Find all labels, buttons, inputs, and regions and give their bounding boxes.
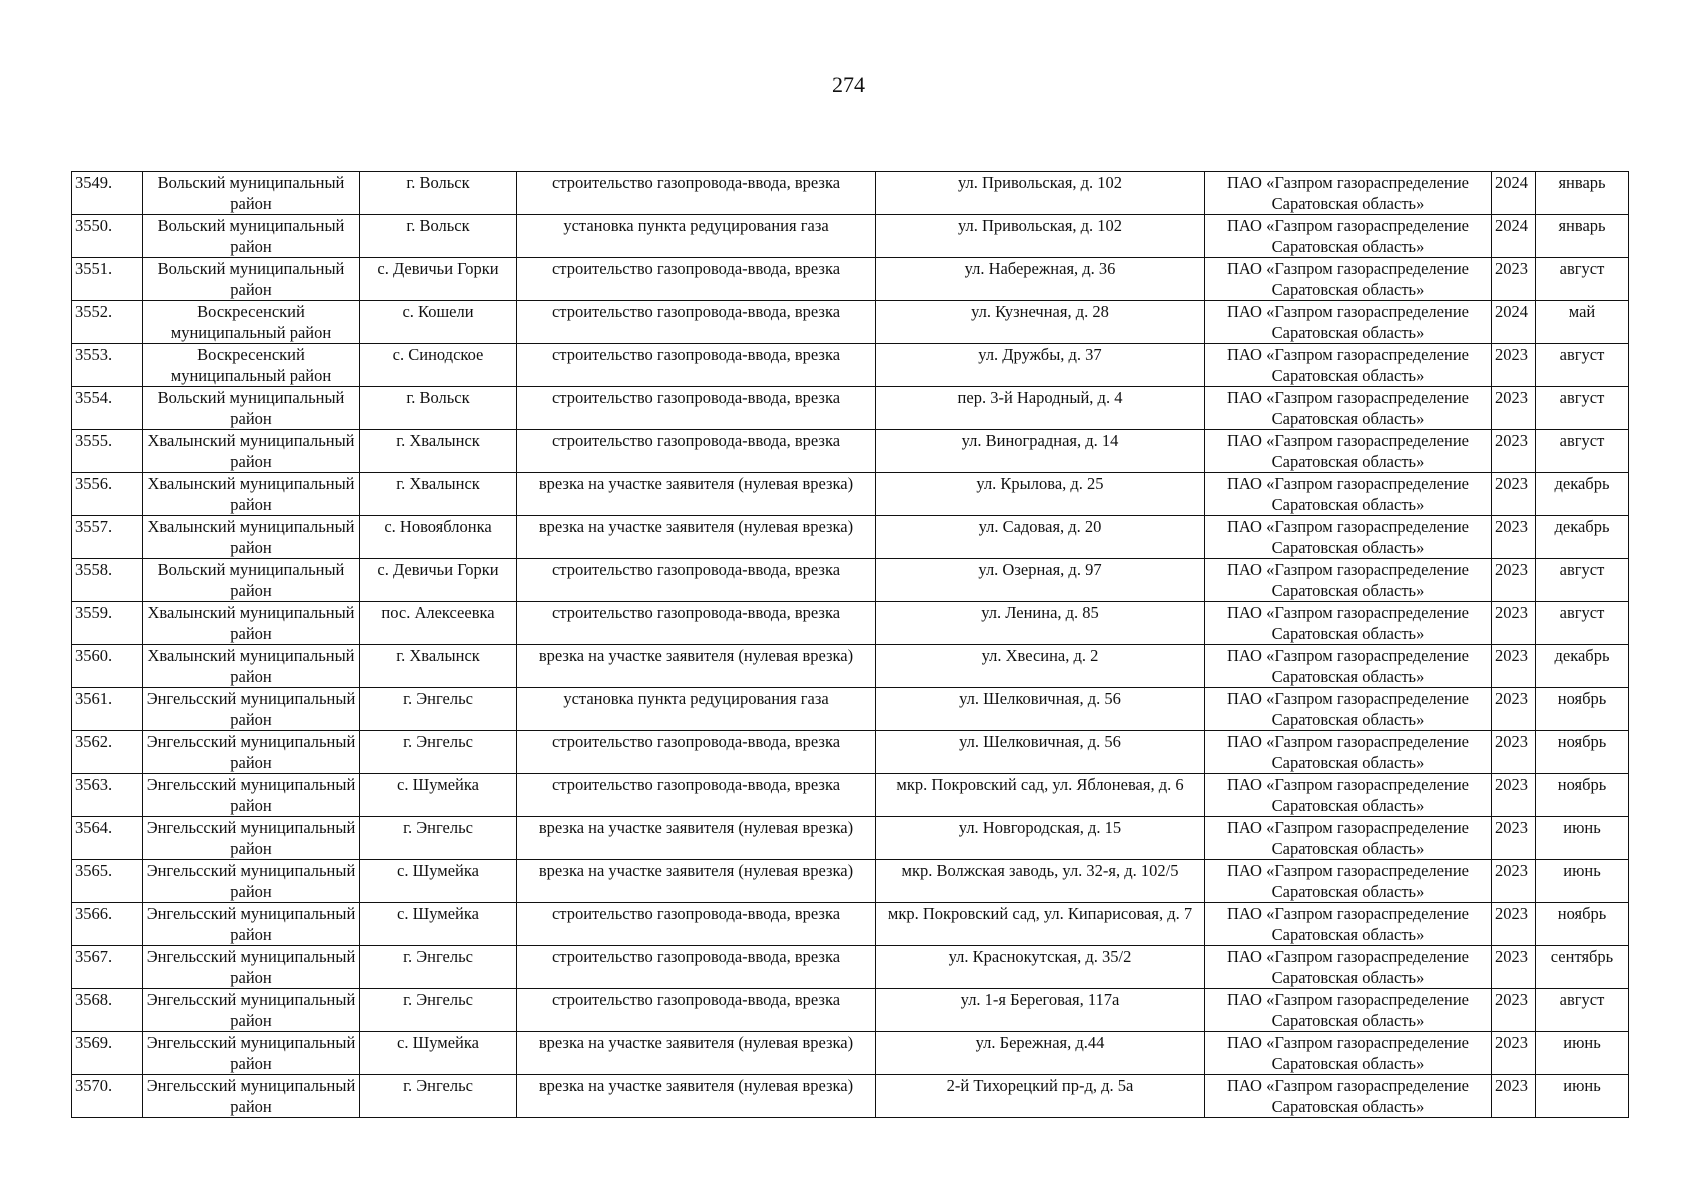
records-table [71, 171, 1629, 1118]
year-cell: 2024 [1492, 301, 1536, 344]
work-type-cell: строительство газопровода-ввода, врезка [517, 172, 876, 215]
district-cell: Энгельсский муниципальный район [143, 860, 360, 903]
month-cell: август [1536, 387, 1629, 430]
district-cell: Энгельсский муниципальный район [143, 1075, 360, 1118]
row-number: 3566. [72, 903, 143, 946]
address-cell: ул. Шелковичная, д. 56 [876, 731, 1205, 774]
year-cell: 2023 [1492, 860, 1536, 903]
month-cell: август [1536, 559, 1629, 602]
row-number: 3558. [72, 559, 143, 602]
address-cell: ул. 1-я Береговая, 117а [876, 989, 1205, 1032]
row-number: 3564. [72, 817, 143, 860]
row-number: 3557. [72, 516, 143, 559]
district-cell: Энгельсский муниципальный район [143, 1032, 360, 1075]
table-row [72, 1032, 1629, 1075]
row-number: 3567. [72, 946, 143, 989]
year-cell: 2023 [1492, 387, 1536, 430]
year-cell: 2023 [1492, 774, 1536, 817]
organization-cell: ПАО «Газпром газораспределение Саратовская область» [1205, 602, 1492, 645]
year-cell: 2023 [1492, 602, 1536, 645]
table-row [72, 731, 1629, 774]
year-cell: 2023 [1492, 688, 1536, 731]
row-number: 3565. [72, 860, 143, 903]
settlement-cell: с. Кошели [360, 301, 517, 344]
table-row [72, 645, 1629, 688]
table-row [72, 344, 1629, 387]
district-cell: Хвалынский муниципальный район [143, 430, 360, 473]
address-cell: ул. Садовая, д. 20 [876, 516, 1205, 559]
organization-cell: ПАО «Газпром газораспределение Саратовская область» [1205, 516, 1492, 559]
row-number: 3568. [72, 989, 143, 1032]
settlement-cell: г. Энгельс [360, 989, 517, 1032]
table-row [72, 559, 1629, 602]
year-cell: 2023 [1492, 989, 1536, 1032]
work-type-cell: врезка на участке заявителя (нулевая врезка) [517, 473, 876, 516]
row-number: 3560. [72, 645, 143, 688]
month-cell: июнь [1536, 860, 1629, 903]
address-cell: ул. Шелковичная, д. 56 [876, 688, 1205, 731]
row-number: 3550. [72, 215, 143, 258]
table-row [72, 688, 1629, 731]
organization-cell: ПАО «Газпром газораспределение Саратовская область» [1205, 473, 1492, 516]
row-number: 3559. [72, 602, 143, 645]
settlement-cell: г. Вольск [360, 387, 517, 430]
district-cell: Вольский муниципальный район [143, 559, 360, 602]
table-row [72, 473, 1629, 516]
settlement-cell: г. Хвалынск [360, 473, 517, 516]
table-row [72, 903, 1629, 946]
work-type-cell: установка пункта редуцирования газа [517, 688, 876, 731]
table-row [72, 516, 1629, 559]
work-type-cell: строительство газопровода-ввода, врезка [517, 559, 876, 602]
address-cell: ул. Привольская, д. 102 [876, 172, 1205, 215]
month-cell: ноябрь [1536, 903, 1629, 946]
address-cell: ул. Озерная, д. 97 [876, 559, 1205, 602]
address-cell: ул. Кузнечная, д. 28 [876, 301, 1205, 344]
address-cell: ул. Хвесина, д. 2 [876, 645, 1205, 688]
settlement-cell: г. Вольск [360, 172, 517, 215]
year-cell: 2023 [1492, 473, 1536, 516]
row-number: 3552. [72, 301, 143, 344]
district-cell: Энгельсский муниципальный район [143, 774, 360, 817]
address-cell: пер. 3-й Народный, д. 4 [876, 387, 1205, 430]
table-row [72, 989, 1629, 1032]
settlement-cell: с. Синодское [360, 344, 517, 387]
row-number: 3563. [72, 774, 143, 817]
year-cell: 2023 [1492, 344, 1536, 387]
organization-cell: ПАО «Газпром газораспределение Саратовская область» [1205, 387, 1492, 430]
table-row [72, 602, 1629, 645]
row-number: 3551. [72, 258, 143, 301]
table-row [72, 215, 1629, 258]
table-row [72, 172, 1629, 215]
district-cell: Хвалынский муниципальный район [143, 516, 360, 559]
district-cell: Вольский муниципальный район [143, 215, 360, 258]
address-cell: ул. Дружбы, д. 37 [876, 344, 1205, 387]
month-cell: август [1536, 344, 1629, 387]
settlement-cell: г. Энгельс [360, 688, 517, 731]
work-type-cell: строительство газопровода-ввода, врезка [517, 989, 876, 1032]
month-cell: июнь [1536, 1032, 1629, 1075]
district-cell: Хвалынский муниципальный район [143, 645, 360, 688]
district-cell: Хвалынский муниципальный район [143, 602, 360, 645]
month-cell: сентябрь [1536, 946, 1629, 989]
district-cell: Энгельсский муниципальный район [143, 946, 360, 989]
organization-cell: ПАО «Газпром газораспределение Саратовская область» [1205, 559, 1492, 602]
organization-cell: ПАО «Газпром газораспределение Саратовская область» [1205, 946, 1492, 989]
address-cell: мкр. Волжская заводь, ул. 32-я, д. 102/5 [876, 860, 1205, 903]
month-cell: декабрь [1536, 645, 1629, 688]
settlement-cell: г. Энгельс [360, 1075, 517, 1118]
organization-cell: ПАО «Газпром газораспределение Саратовская область» [1205, 1075, 1492, 1118]
organization-cell: ПАО «Газпром газораспределение Саратовская область» [1205, 215, 1492, 258]
work-type-cell: врезка на участке заявителя (нулевая врезка) [517, 1032, 876, 1075]
district-cell: Воскресенский муниципальный район [143, 301, 360, 344]
month-cell: август [1536, 430, 1629, 473]
work-type-cell: строительство газопровода-ввода, врезка [517, 387, 876, 430]
settlement-cell: г. Хвалынск [360, 645, 517, 688]
year-cell: 2023 [1492, 430, 1536, 473]
work-type-cell: строительство газопровода-ввода, врезка [517, 258, 876, 301]
row-number: 3556. [72, 473, 143, 516]
address-cell: мкр. Покровский сад, ул. Кипарисовая, д. 7 [876, 903, 1205, 946]
work-type-cell: строительство газопровода-ввода, врезка [517, 903, 876, 946]
address-cell: ул. Привольская, д. 102 [876, 215, 1205, 258]
organization-cell: ПАО «Газпром газораспределение Саратовская область» [1205, 645, 1492, 688]
work-type-cell: врезка на участке заявителя (нулевая врезка) [517, 1075, 876, 1118]
district-cell: Воскресенский муниципальный район [143, 344, 360, 387]
address-cell: ул. Бережная, д.44 [876, 1032, 1205, 1075]
district-cell: Вольский муниципальный район [143, 172, 360, 215]
address-cell: ул. Новгородская, д. 15 [876, 817, 1205, 860]
table-row [72, 774, 1629, 817]
district-cell: Энгельсский муниципальный район [143, 817, 360, 860]
table-row [72, 301, 1629, 344]
address-cell: 2-й Тихорецкий пр-д, д. 5а [876, 1075, 1205, 1118]
organization-cell: ПАО «Газпром газораспределение Саратовская область» [1205, 860, 1492, 903]
organization-cell: ПАО «Газпром газораспределение Саратовская область» [1205, 172, 1492, 215]
work-type-cell: врезка на участке заявителя (нулевая врезка) [517, 645, 876, 688]
district-cell: Энгельсский муниципальный район [143, 731, 360, 774]
district-cell: Энгельсский муниципальный район [143, 688, 360, 731]
work-type-cell: врезка на участке заявителя (нулевая врезка) [517, 860, 876, 903]
row-number: 3553. [72, 344, 143, 387]
year-cell: 2023 [1492, 645, 1536, 688]
table-row [72, 1075, 1629, 1118]
row-number: 3570. [72, 1075, 143, 1118]
table-row [72, 258, 1629, 301]
row-number: 3561. [72, 688, 143, 731]
work-type-cell: врезка на участке заявителя (нулевая врезка) [517, 516, 876, 559]
organization-cell: ПАО «Газпром газораспределение Саратовская область» [1205, 344, 1492, 387]
month-cell: январь [1536, 172, 1629, 215]
month-cell: май [1536, 301, 1629, 344]
work-type-cell: врезка на участке заявителя (нулевая врезка) [517, 817, 876, 860]
year-cell: 2023 [1492, 559, 1536, 602]
address-cell: ул. Ленина, д. 85 [876, 602, 1205, 645]
settlement-cell: пос. Алексеевка [360, 602, 517, 645]
settlement-cell: с. Шумейка [360, 860, 517, 903]
address-cell: ул. Краснокутская, д. 35/2 [876, 946, 1205, 989]
month-cell: январь [1536, 215, 1629, 258]
work-type-cell: строительство газопровода-ввода, врезка [517, 344, 876, 387]
address-cell: ул. Виноградная, д. 14 [876, 430, 1205, 473]
settlement-cell: г. Вольск [360, 215, 517, 258]
month-cell: июнь [1536, 1075, 1629, 1118]
organization-cell: ПАО «Газпром газораспределение Саратовская область» [1205, 1032, 1492, 1075]
settlement-cell: г. Энгельс [360, 946, 517, 989]
year-cell: 2023 [1492, 516, 1536, 559]
row-number: 3549. [72, 172, 143, 215]
work-type-cell: строительство газопровода-ввода, врезка [517, 946, 876, 989]
row-number: 3562. [72, 731, 143, 774]
table-row [72, 387, 1629, 430]
year-cell: 2023 [1492, 258, 1536, 301]
district-cell: Вольский муниципальный район [143, 258, 360, 301]
settlement-cell: с. Шумейка [360, 774, 517, 817]
organization-cell: ПАО «Газпром газораспределение Саратовская область» [1205, 989, 1492, 1032]
table-row [72, 860, 1629, 903]
year-cell: 2023 [1492, 731, 1536, 774]
month-cell: ноябрь [1536, 688, 1629, 731]
month-cell: август [1536, 602, 1629, 645]
page-number: 274 [832, 72, 865, 97]
work-type-cell: строительство газопровода-ввода, врезка [517, 301, 876, 344]
table-row [72, 946, 1629, 989]
organization-cell: ПАО «Газпром газораспределение Саратовская область» [1205, 258, 1492, 301]
month-cell: август [1536, 989, 1629, 1032]
year-cell: 2023 [1492, 946, 1536, 989]
settlement-cell: с. Шумейка [360, 903, 517, 946]
organization-cell: ПАО «Газпром газораспределение Саратовская область» [1205, 903, 1492, 946]
organization-cell: ПАО «Газпром газораспределение Саратовская область» [1205, 774, 1492, 817]
month-cell: ноябрь [1536, 731, 1629, 774]
work-type-cell: установка пункта редуцирования газа [517, 215, 876, 258]
month-cell: декабрь [1536, 473, 1629, 516]
month-cell: ноябрь [1536, 774, 1629, 817]
month-cell: июнь [1536, 817, 1629, 860]
year-cell: 2024 [1492, 215, 1536, 258]
district-cell: Энгельсский муниципальный район [143, 903, 360, 946]
work-type-cell: строительство газопровода-ввода, врезка [517, 430, 876, 473]
table-body [72, 172, 1629, 1118]
year-cell: 2023 [1492, 903, 1536, 946]
organization-cell: ПАО «Газпром газораспределение Саратовская область» [1205, 731, 1492, 774]
settlement-cell: с. Новояблонка [360, 516, 517, 559]
table-row [72, 817, 1629, 860]
district-cell: Энгельсский муниципальный район [143, 989, 360, 1032]
work-type-cell: строительство газопровода-ввода, врезка [517, 731, 876, 774]
year-cell: 2023 [1492, 1032, 1536, 1075]
organization-cell: ПАО «Газпром газораспределение Саратовская область» [1205, 817, 1492, 860]
month-cell: август [1536, 258, 1629, 301]
settlement-cell: г. Энгельс [360, 731, 517, 774]
row-number: 3569. [72, 1032, 143, 1075]
organization-cell: ПАО «Газпром газораспределение Саратовская область» [1205, 301, 1492, 344]
table-row [72, 430, 1629, 473]
settlement-cell: г. Хвалынск [360, 430, 517, 473]
address-cell: ул. Набережная, д. 36 [876, 258, 1205, 301]
month-cell: декабрь [1536, 516, 1629, 559]
settlement-cell: с. Девичьи Горки [360, 559, 517, 602]
year-cell: 2024 [1492, 172, 1536, 215]
year-cell: 2023 [1492, 1075, 1536, 1118]
row-number: 3554. [72, 387, 143, 430]
organization-cell: ПАО «Газпром газораспределение Саратовская область» [1205, 430, 1492, 473]
address-cell: мкр. Покровский сад, ул. Яблоневая, д. 6 [876, 774, 1205, 817]
organization-cell: ПАО «Газпром газораспределение Саратовская область» [1205, 688, 1492, 731]
settlement-cell: с. Шумейка [360, 1032, 517, 1075]
work-type-cell: строительство газопровода-ввода, врезка [517, 602, 876, 645]
settlement-cell: г. Энгельс [360, 817, 517, 860]
year-cell: 2023 [1492, 817, 1536, 860]
address-cell: ул. Крылова, д. 25 [876, 473, 1205, 516]
district-cell: Хвалынский муниципальный район [143, 473, 360, 516]
row-number: 3555. [72, 430, 143, 473]
work-type-cell: строительство газопровода-ввода, врезка [517, 774, 876, 817]
settlement-cell: с. Девичьи Горки [360, 258, 517, 301]
district-cell: Вольский муниципальный район [143, 387, 360, 430]
